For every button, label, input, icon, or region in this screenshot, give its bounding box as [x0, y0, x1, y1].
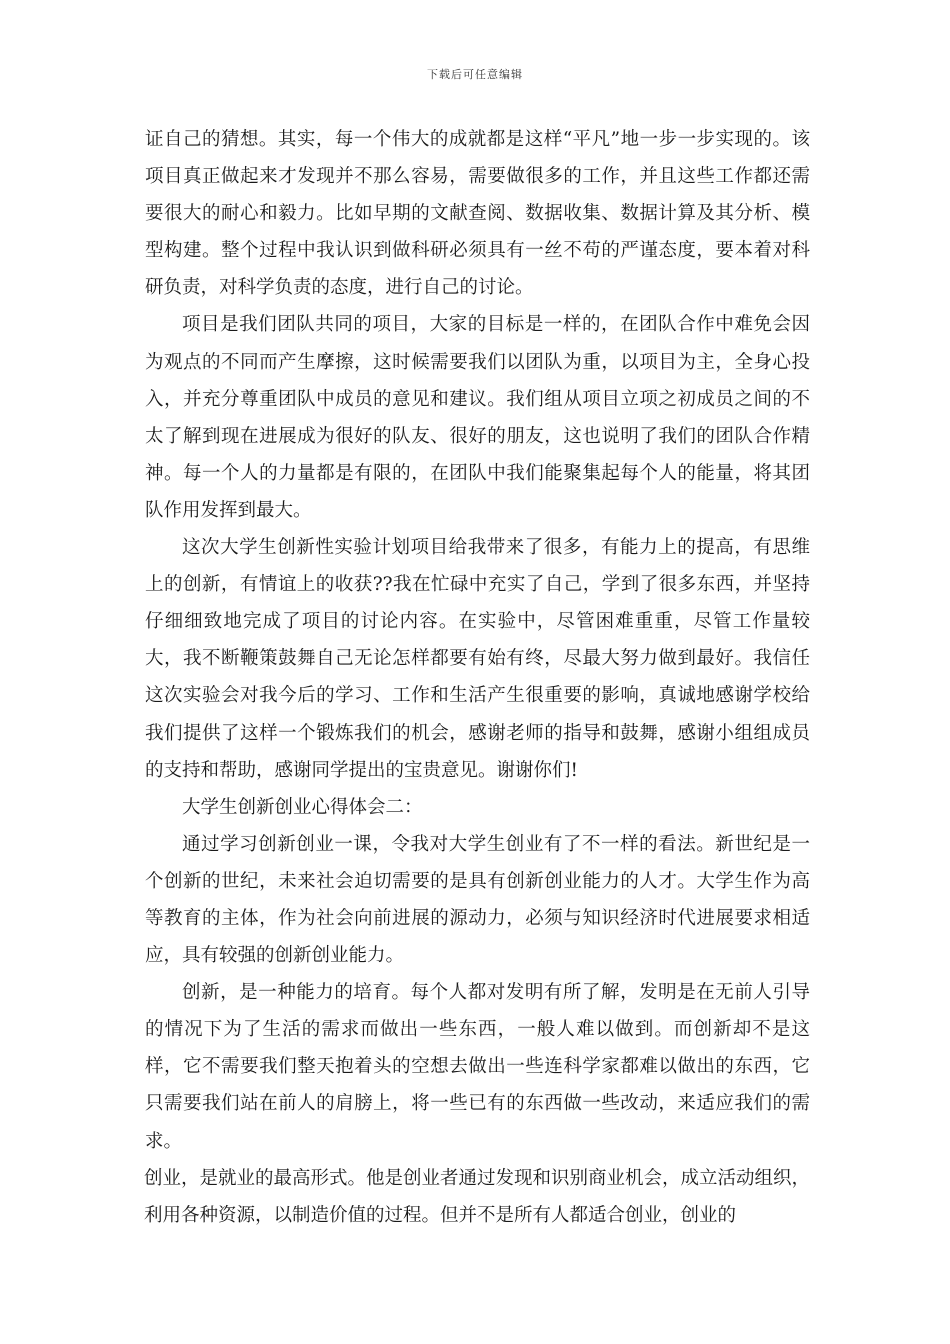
section-heading: 大学生创新创业心得体会二： — [182, 796, 423, 818]
header-note: 下载后可任意编辑 — [427, 68, 523, 81]
paragraph: 证自己的猜想。其实，每一个伟大的成就都是这样“平凡”地一步一步实现的。该项目真正做起来才发现并不那么容易，需要做很多的工作，并且这些工作都还需要很大的耐心和毅力。比如早期的文献查阅、数据收集、数据计算及其分析、模型构建。整个过程中我认识到做科研必须具有一丝不苟的严谨态度，要本着对科研负责，对科学负责的态度，进行自己的讨论。 — [145, 129, 810, 299]
paragraph: 这次大学生创新性实验计划项目给我带来了很多，有能力上的提高，有思维上的创新，有情谊上的收获??我在忙碌中充实了自己，学到了很多东西，并坚持仔细细致地完成了项目的讨论内容。在实验中，尽管困难重重，尽管工作量较大，我不断鞭策鼓舞自己无论怎样都要有始有终，尽最大努力做到最好。我信任这次实验会对我今后的学习、工作和生活产生很重要的影响，真诚地感谢学校给我们提供了这样一个锻炼我们的机会，感谢老师的指导和鼓舞，感谢小组组成员的支持和帮助，感谢同学提出的宝贵意见。谢谢你们! — [145, 537, 810, 781]
paragraph: 创业，是就业的最高形式。他是创业者通过发现和识别商业机会，成立活动组织，利用各种资源，以制造价值的过程。但并不是所有人都适合创业，创业的 — [144, 1167, 811, 1226]
paragraph: 项目是我们团队共同的项目，大家的目标是一样的，在团队合作中难免会因为观点的不同而产生摩擦，这时候需要我们以团队为重，以项目为主，全身心投入，并充分尊重团队中成员的意见和建议。我们组从项目立项之初成员之间的不太了解到现在进展成为很好的队友、很好的朋友，这也说明了我们的团队合作精神。每一个人的力量都是有限的，在团队中我们能聚集起每个人的能量，将其团队作用发挥到最大。 — [145, 314, 810, 521]
body-text — [145, 121, 810, 1234]
paragraph: 通过学习创新创业一课，令我对大学生创业有了不一样的看法。新世纪是一个创新的世纪，未来社会迫切需要的是具有创新创业能力的人才。大学生作为高等教育的主体，作为社会向前进展的源动力，必须与知识经济时代进展要求相适应，具有较强的创新创业能力。 — [145, 833, 810, 967]
paragraph: 创新，是一种能力的培育。每个人都对发明有所了解，发明是在无前人引导的情况下为了生活的需求而做出一些东西，一般人难以做到。而创新却不是这样，它不需要我们整天抱着头的空想去做出一些连科学家都难以做出的东西，它只需要我们站在前人的肩膀上，将一些已有的东西做一些改动，来适应我们的需求。 — [145, 982, 810, 1152]
